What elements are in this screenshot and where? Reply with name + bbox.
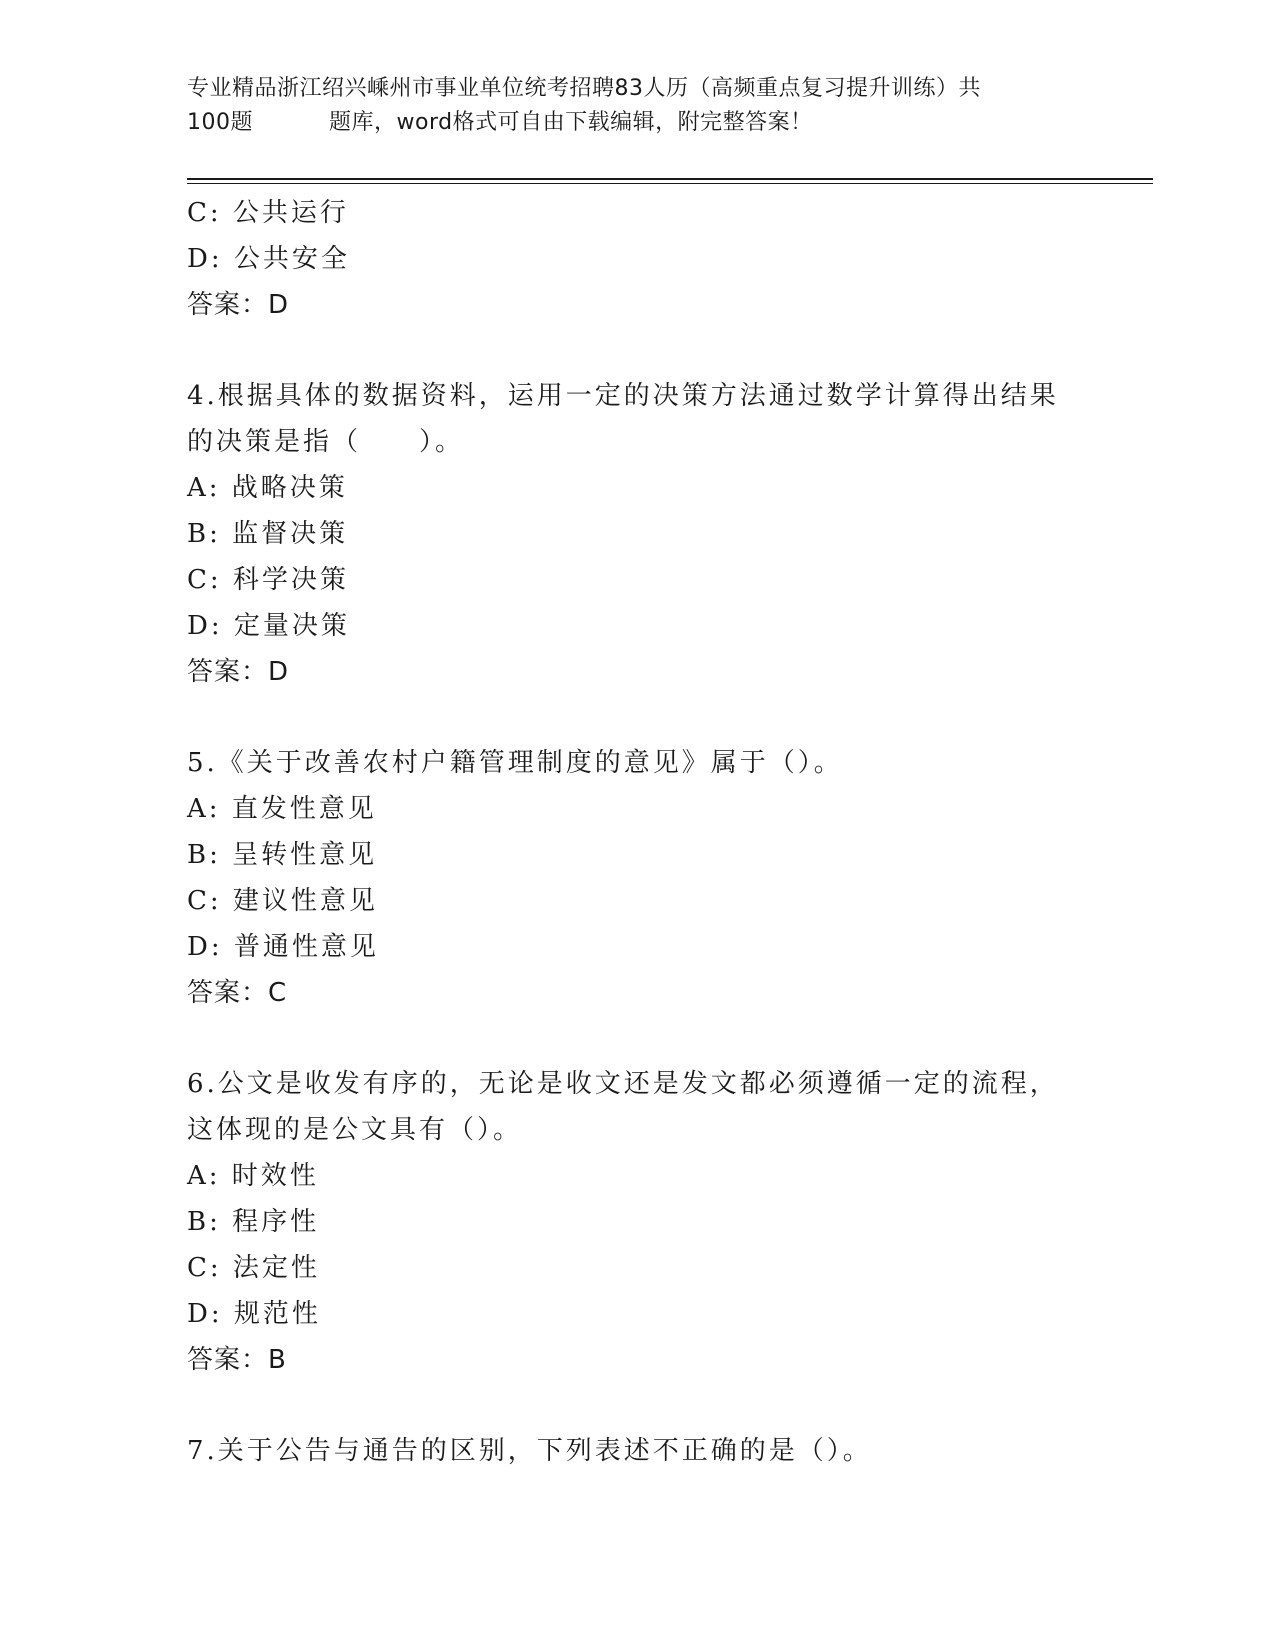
question-text-cont: 的决策是指（ ）。	[187, 427, 465, 457]
spacer	[187, 328, 1107, 373]
option-b: B: 监督决策	[187, 519, 349, 549]
option-d: D: 公共安全	[187, 244, 350, 274]
spacer	[187, 1016, 1107, 1061]
option-d: D: 普通性意见	[187, 932, 379, 962]
answer-line: 答案：B	[187, 1345, 287, 1375]
question-4	[187, 373, 1107, 695]
answer-line: 答案：D	[187, 290, 290, 320]
answer-line: 答案：C	[187, 978, 288, 1008]
question-text: 5.《关于改善农村户籍管理制度的意见》属于（）。	[187, 748, 843, 778]
question-text: 7.关于公告与通告的区别，下列表述不正确的是（）。	[187, 1436, 872, 1466]
answer-line: 答案：D	[187, 657, 290, 687]
header-spacer	[253, 106, 329, 140]
header-title-line2	[187, 106, 1087, 140]
header-question-count: 100题	[187, 110, 253, 135]
option-b: B: 呈转性意见	[187, 840, 378, 870]
option-c: C: 科学决策	[187, 565, 349, 595]
question-list	[187, 190, 1107, 1474]
option-a: A: 战略决策	[187, 473, 348, 503]
question-5	[187, 740, 1107, 1016]
option-a: A: 时效性	[187, 1161, 319, 1191]
question-text: 4.根据具体的数据资料，运用一定的决策方法通过数学计算得出结果	[187, 381, 1059, 411]
option-d: D: 定量决策	[187, 611, 350, 641]
document-header	[187, 72, 1087, 140]
header-title-line1: 专业精品浙江绍兴嵊州市事业单位统考招聘83人历（高频重点复习提升训练）共	[187, 76, 981, 101]
question-3-tail	[187, 190, 1107, 328]
question-text: 6.公文是收发有序的，无论是收文还是发文都必须遵循一定的流程，	[187, 1069, 1059, 1099]
option-c: C: 公共运行	[187, 198, 349, 228]
question-text-cont: 这体现的是公文具有（）。	[187, 1115, 523, 1145]
option-c: C: 建议性意见	[187, 886, 378, 916]
option-c: C: 法定性	[187, 1253, 320, 1283]
question-7	[187, 1428, 1107, 1474]
option-d: D: 规范性	[187, 1299, 321, 1329]
spacer	[187, 1383, 1107, 1428]
header-divider-thin	[187, 183, 1153, 184]
option-b: B: 程序性	[187, 1207, 320, 1237]
spacer	[187, 695, 1107, 740]
option-a: A: 直发性意见	[187, 794, 377, 824]
header-divider-thick	[187, 178, 1153, 180]
question-6	[187, 1061, 1107, 1383]
header-description: 题库，word格式可自由下载编辑，附完整答案！	[329, 110, 813, 135]
